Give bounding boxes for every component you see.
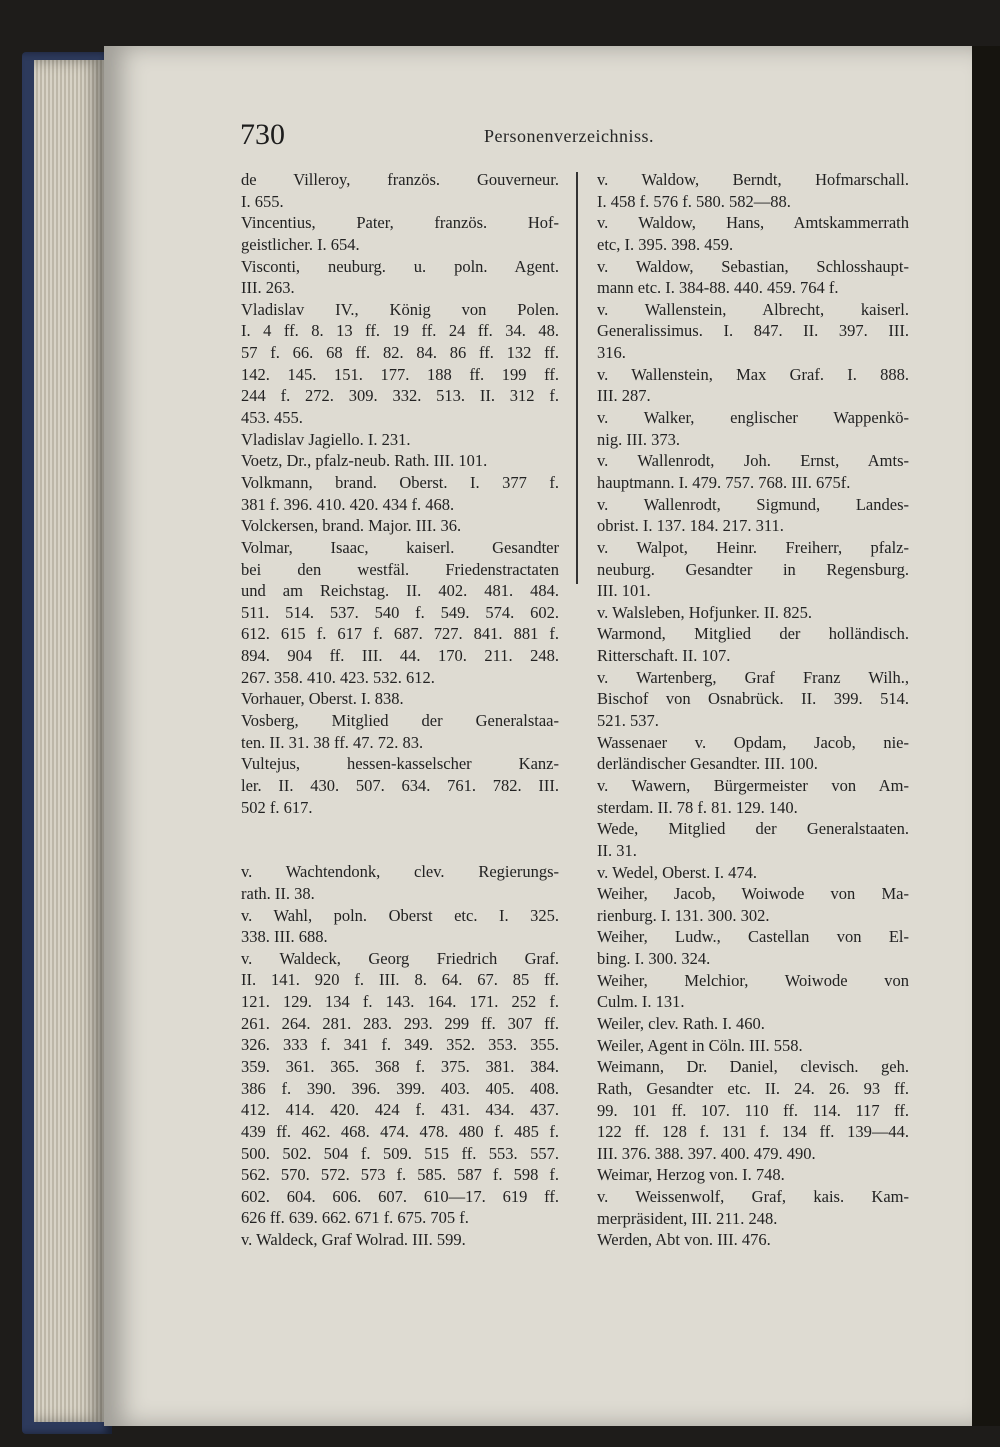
index-entry: [597, 1056, 909, 1164]
index-entry-line: Wassenaer v. Opdam, Jacob, nie-: [597, 732, 909, 752]
index-entry-line: obrist. I. 137. 184. 217. 311.: [597, 516, 784, 536]
index-entry-line: Vorhauer, Oberst. I. 838.: [241, 689, 404, 709]
index-entry: [597, 1186, 909, 1229]
index-entry: [241, 472, 559, 515]
index-entry-line: v. Wallenstein, Albrecht, kaiserl.: [597, 299, 909, 319]
index-entry: [241, 515, 559, 537]
index-entry-line: v. Wachtendonk, clev. Regierungs-: [241, 862, 559, 882]
index-entry-line: 121. 129. 134 f. 143. 164. 171. 252 f.: [241, 992, 559, 1012]
index-entry-line: 316.: [597, 343, 626, 363]
index-entry-line: Vladislav IV., König von Polen.: [241, 299, 559, 319]
index-entry-line: 261. 264. 281. 283. 293. 299 ff. 307 ff.: [241, 1013, 559, 1033]
index-entry: [597, 256, 909, 299]
index-entry-line: I. 458 f. 576 f. 580. 582—88.: [597, 191, 791, 211]
index-entry-line: Volmar, Isaac, kaiserl. Gesandter: [241, 537, 559, 557]
index-entry-line: II. 31.: [597, 840, 637, 860]
index-entry-line: Visconti, neuburg. u. poln. Agent.: [241, 256, 559, 276]
index-entry: [241, 861, 559, 904]
index-entry-line: 338. III. 688.: [241, 927, 328, 947]
index-entry: [597, 970, 909, 1013]
index-entry-line: Weiher, Ludw., Castellan von El-: [597, 927, 909, 947]
index-entry-line: Vosberg, Mitglied der Generalstaa-: [241, 711, 559, 731]
page-block-edge: [34, 60, 104, 1422]
page-header: [240, 118, 908, 158]
index-entry-line: Ritterschaft. II. 107.: [597, 646, 731, 666]
index-entry-line: Warmond, Mitglied der holländisch.: [597, 624, 909, 644]
index-entry-line: Weimar, Herzog von. I. 748.: [597, 1165, 785, 1185]
index-entry-line: v. Walker, englischer Wappenkö-: [597, 408, 909, 428]
index-entry-line: Rath, Gesandter etc. II. 24. 26. 93 ff.: [597, 1078, 909, 1098]
index-entry-line: bei den westfäl. Friedenstractaten: [241, 559, 559, 579]
index-entry-line: 612. 615 f. 617 f. 687. 727. 841. 881 f.: [241, 624, 559, 644]
index-entry: [597, 862, 909, 884]
index-column-left: [241, 169, 559, 1251]
index-entry-line: Weimann, Dr. Daniel, clevisch. geh.: [597, 1057, 909, 1077]
index-entry-line: Vladislav Jagiello. I. 231.: [241, 429, 411, 449]
index-entry: [241, 905, 559, 948]
index-entry: [241, 429, 559, 451]
index-entry-line: v. Weissenwolf, Graf, kais. Kam-: [597, 1187, 909, 1207]
index-entry: [597, 364, 909, 407]
index-entry-line: v. Wawern, Bürgermeister von Am-: [597, 775, 909, 795]
index-entry-line: 122 ff. 128 f. 131 f. 134 ff. 139—44.: [597, 1122, 909, 1142]
index-entry-line: merpräsident, III. 211. 248.: [597, 1208, 778, 1228]
index-entry-line: mann etc. I. 384-88. 440. 459. 764 f.: [597, 278, 839, 298]
index-entry-line: II. 141. 920 f. III. 8. 64. 67. 85 ff.: [241, 970, 559, 990]
index-entry-line: III. 263.: [241, 278, 295, 298]
index-entry: [597, 299, 909, 364]
index-entry: [597, 1164, 909, 1186]
index-entry-line: de Villeroy, französ. Gouverneur.: [241, 170, 559, 189]
index-entry-line: 57 f. 66. 68 ff. 82. 84. 86 ff. 132 ff.: [241, 343, 559, 363]
index-entry-line: 626 ff. 639. 662. 671 f. 675. 705 f.: [241, 1208, 469, 1228]
index-entry-line: ler. II. 430. 507. 634. 761. 782. III.: [241, 775, 559, 795]
index-entry: [597, 1035, 909, 1057]
index-entry: [241, 450, 559, 472]
index-entry-line: 439 ff. 462. 468. 474. 478. 480 f. 485 f.: [241, 1121, 559, 1141]
index-entry-line: 381 f. 396. 410. 420. 434 f. 468.: [241, 494, 455, 514]
index-entry: [597, 1013, 909, 1035]
index-entry-line: v. Wartenberg, Graf Franz Wilh.,: [597, 667, 909, 687]
index-entry-line: Culm. I. 131.: [597, 992, 685, 1012]
index-entry-line: 500. 502. 504 f. 509. 515 ff. 553. 557.: [241, 1143, 559, 1163]
index-entry-line: III. 287.: [597, 386, 651, 406]
running-title: Personenverzeichniss.: [484, 126, 654, 146]
index-entry-line: 326. 333 f. 341 f. 349. 352. 353. 355.: [241, 1035, 559, 1055]
index-entry: [241, 710, 559, 753]
index-entry: [241, 1229, 559, 1251]
index-entry-line: III. 101.: [597, 581, 651, 601]
index-entry-line: v. Wahl, poln. Oberst etc. I. 325.: [241, 905, 559, 925]
index-entry-line: ten. II. 31. 38 ff. 47. 72. 83.: [241, 732, 424, 752]
index-entry-line: 894. 904 ff. III. 44. 170. 211. 248.: [241, 646, 559, 666]
index-entry: [241, 753, 559, 818]
index-entry: [597, 450, 909, 493]
index-entry: [597, 212, 909, 255]
index-entry-line: Volckersen, brand. Major. III. 36.: [241, 516, 462, 536]
index-entry-line: und am Reichstag. II. 402. 481. 484.: [241, 581, 559, 601]
index-entry-line: I. 4 ff. 8. 13 ff. 19 ff. 24 ff. 34. 48.: [241, 321, 559, 341]
index-entry-line: Weiler, Agent in Cöln. III. 558.: [597, 1035, 803, 1055]
index-entry-line: v. Waldow, Hans, Amtskammerrath: [597, 213, 909, 233]
index-entry-line: 267. 358. 410. 423. 532. 612.: [241, 667, 435, 687]
index-entry-line: hauptmann. I. 479. 757. 768. III. 675f.: [597, 472, 851, 492]
index-entry: [597, 169, 909, 212]
index-entry-line: etc, I. 395. 398. 459.: [597, 234, 734, 254]
index-entry-line: v. Wallenrodt, Sigmund, Landes-: [597, 494, 909, 514]
index-entry-line: 502 f. 617.: [241, 797, 313, 817]
index-entry-line: v. Waldeck, Georg Friedrich Graf.: [241, 948, 559, 968]
index-entry-line: 511. 514. 537. 540 f. 549. 574. 602.: [241, 602, 559, 622]
index-entry-line: Weiler, clev. Rath. I. 460.: [597, 1013, 765, 1033]
index-entry-line: I. 655.: [241, 191, 284, 211]
index-entry-line: Voetz, Dr., pfalz-neub. Rath. III. 101.: [241, 451, 488, 471]
index-entry-line: sterdam. II. 78 f. 81. 129. 140.: [597, 797, 798, 817]
index-entry-line: nig. III. 373.: [597, 429, 680, 449]
index-entry: [597, 732, 909, 775]
index-entry-line: Weiher, Melchior, Woiwode von: [597, 970, 909, 990]
index-entry-line: Wede, Mitglied der Generalstaaten.: [597, 819, 909, 839]
index-entry: [241, 688, 559, 710]
index-entry-line: derländischer Gesandter. III. 100.: [597, 754, 818, 774]
index-entry-line: Generalissimus. I. 847. II. 397. III.: [597, 321, 909, 341]
index-entry: [597, 623, 909, 666]
index-entry: [241, 948, 559, 1229]
index-entry: [597, 667, 909, 732]
index-entry: [241, 299, 559, 429]
index-entry-line: v. Wallenstein, Max Graf. I. 888.: [597, 364, 909, 384]
index-entry-line: III. 376. 388. 397. 400. 479. 490.: [597, 1143, 816, 1163]
index-entry-line: v. Walpot, Heinr. Freiherr, pfalz-: [597, 537, 909, 557]
index-entry: [597, 775, 909, 818]
index-entry-line: 359. 361. 365. 368 f. 375. 381. 384.: [241, 1056, 559, 1076]
index-entry-line: v. Waldow, Berndt, Hofmarschall.: [597, 170, 909, 189]
index-entry: [241, 212, 559, 255]
index-entry-line: 453. 455.: [241, 408, 303, 428]
index-entry: [597, 407, 909, 450]
index-entry: [597, 494, 909, 537]
index-entry-line: rienburg. I. 131. 300. 302.: [597, 905, 770, 925]
index-entry-line: v. Wedel, Oberst. I. 474.: [597, 862, 757, 882]
index-entry-line: bing. I. 300. 324.: [597, 949, 711, 969]
index-entry: [597, 818, 909, 861]
index-entry-line: 99. 101 ff. 107. 110 ff. 114. 117 ff.: [597, 1100, 909, 1120]
index-entry-line: 521. 537.: [597, 711, 659, 731]
column-divider: [576, 172, 578, 584]
index-entry-line: 562. 570. 572. 573 f. 585. 587 f. 598 f.: [241, 1165, 559, 1185]
index-entry-line: Volkmann, brand. Oberst. I. 377 f.: [241, 472, 559, 492]
index-entry: [597, 926, 909, 969]
index-entry-line: geistlicher. I. 654.: [241, 234, 360, 254]
index-entry-line: Bischof von Osnabrück. II. 399. 514.: [597, 689, 909, 709]
index-entry-line: Werden, Abt von. III. 476.: [597, 1230, 771, 1250]
page-number: 730: [240, 118, 285, 151]
index-entry-line: v. Wallenrodt, Joh. Ernst, Amts-: [597, 451, 909, 471]
index-entry-line: 142. 145. 151. 177. 188 ff. 199 ff.: [241, 364, 559, 384]
index-entry: [241, 537, 559, 688]
index-entry-line: v. Walsleben, Hofjunker. II. 825.: [597, 602, 812, 622]
index-entry-line: 244 f. 272. 309. 332. 513. II. 312 f.: [241, 386, 559, 406]
index-entry-line: neuburg. Gesandter in Regensburg.: [597, 559, 909, 579]
index-entry: [597, 602, 909, 624]
index-entry: [597, 537, 909, 602]
index-entry-line: Vincentius, Pater, französ. Hof-: [241, 213, 559, 233]
index-entry-line: Vultejus, hessen-kasselscher Kanz-: [241, 754, 559, 774]
index-entry: [597, 883, 909, 926]
background-edge: [972, 46, 1000, 1426]
index-entry-line: v. Waldow, Sebastian, Schlosshaupt-: [597, 256, 909, 276]
index-entry-line: rath. II. 38.: [241, 883, 315, 903]
index-entry-line: 386 f. 390. 396. 399. 403. 405. 408.: [241, 1078, 559, 1098]
index-entry-line: 412. 414. 420. 424 f. 431. 434. 437.: [241, 1100, 559, 1120]
index-entry-line: v. Waldeck, Graf Wolrad. III. 599.: [241, 1230, 466, 1250]
section-gap: [241, 818, 559, 861]
index-entry: [241, 256, 559, 299]
index-entry: [597, 1229, 909, 1251]
index-entry: [241, 169, 559, 212]
index-column-right: [597, 169, 909, 1251]
index-entry-line: Weiher, Jacob, Woiwode von Ma-: [597, 884, 909, 904]
index-entry-line: 602. 604. 606. 607. 610—17. 619 ff.: [241, 1186, 559, 1206]
